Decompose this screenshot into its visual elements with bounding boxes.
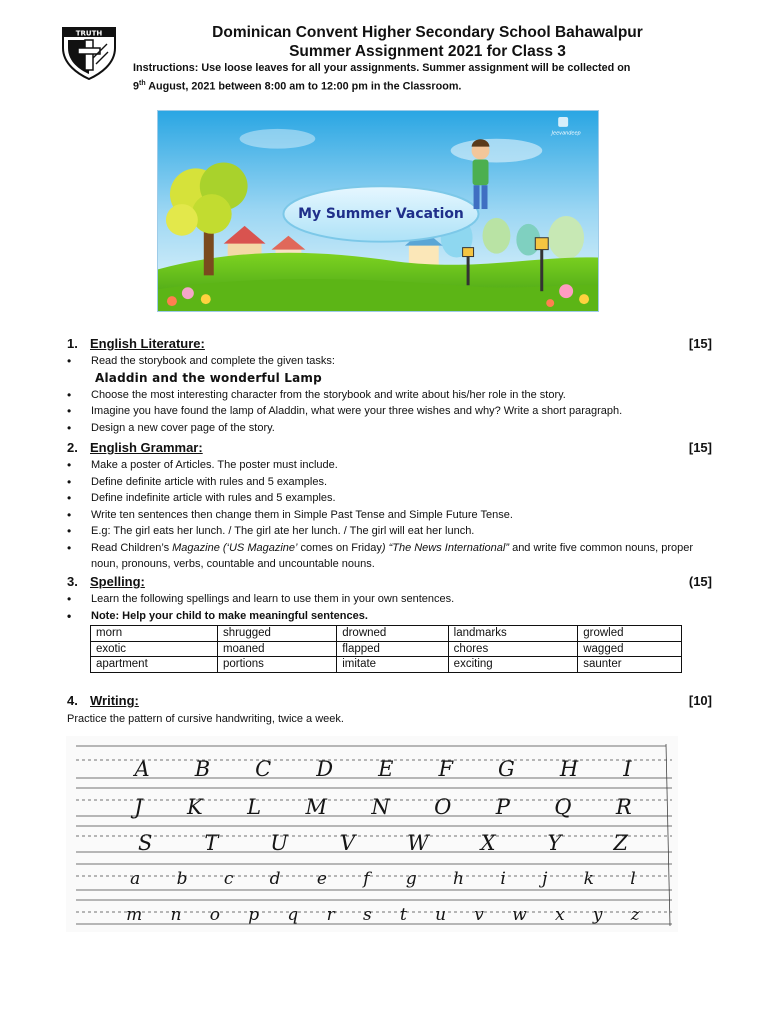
section-spelling — [67, 573, 712, 624]
assignment-title: Summer Assignment 2021 for Class 3 — [289, 43, 566, 60]
section-english-literature — [67, 335, 712, 436]
cursive-row-lowercase-2: m n o p q r s t u v w x y z — [126, 905, 640, 925]
banner-title: My Summer Vacation — [298, 205, 464, 222]
list-item: • Read Children’s Magazine (‘US Magazine’ comes on Friday) “The News International” and write five common nouns, proper noun, pronouns, verbs, countable and uncountable nouns. — [67, 540, 712, 573]
list-item: • E.g: The girl eats her lunch. / The girl ate her lunch. / The girl will eat her lunch. — [67, 523, 712, 540]
list-item: • Learn the following spellings and learn to use them in your own sentences. — [67, 591, 712, 608]
section-marks: [15] — [688, 440, 712, 455]
spelling-table — [90, 625, 682, 673]
section-marks: [10] — [688, 693, 712, 708]
table-row — [91, 657, 682, 673]
table-cell: saunter — [578, 657, 682, 673]
list-item: • Write ten sentences then change them in Simple Past Tense and Simple Future Tense. — [67, 507, 712, 524]
section-heading: 2. English Grammar: [15] — [67, 440, 712, 455]
table-cell: landmarks — [448, 626, 578, 642]
list-item: • Read the storybook and complete the given tasks: — [67, 353, 712, 370]
table-row — [91, 641, 682, 657]
banner-brand: Jeevandeep — [551, 130, 581, 137]
list-item: • Imagine you have found the lamp of Aladdin, what were your three wishes and why? Write a short paragraph. — [67, 403, 712, 420]
school-crest-logo — [60, 24, 118, 80]
summer-vacation-banner — [157, 110, 599, 312]
list-item: • Define indefinite article with rules and 5 examples. — [67, 490, 712, 507]
section-marks: [15] — [688, 336, 712, 351]
section-heading: 4. Writing: [10] — [67, 693, 712, 708]
list-item-note: • Note: Help your child to make meaningful sentences. — [67, 608, 712, 625]
cursive-row-uppercase-3: S T U V W X Y Z — [137, 831, 628, 855]
instructions: Instructions: Use loose leaves for all your assignments. Summer assignment will be collected on 9th August, 2021 between 8:00 am to 12:00 pm in the Classroom. — [133, 62, 631, 93]
table-cell: wagged — [578, 641, 682, 657]
list-item: • Design a new cover page of the story. — [67, 420, 712, 437]
section-heading: 1. English Literature: [15] — [67, 336, 712, 351]
cursive-row-uppercase-2: J K L M N O P Q R — [134, 795, 632, 819]
section-heading: 3. Spelling: (15] — [67, 574, 712, 589]
table-cell: growled — [578, 626, 682, 642]
crest-motto: TRUTH — [75, 29, 103, 38]
table-cell: portions — [217, 657, 336, 673]
table-cell: apartment — [91, 657, 218, 673]
cursive-handwriting-sheet — [66, 736, 678, 932]
cursive-row-lowercase-1: a b c d e f g h i j k l — [130, 869, 636, 889]
list-item: • Make a poster of Articles. The poster must include. — [67, 457, 712, 474]
table-cell: chores — [448, 641, 578, 657]
list-item: • Choose the most interesting character from the storybook and write about his/her role in the story. — [67, 387, 712, 404]
table-cell: moaned — [217, 641, 336, 657]
table-row — [91, 626, 682, 642]
section-marks: (15] — [688, 574, 712, 589]
section-writing — [67, 692, 712, 710]
table-cell: drowned — [337, 626, 448, 642]
table-cell: exciting — [448, 657, 578, 673]
cursive-row-uppercase-1: A B C D E F G H I — [134, 757, 632, 781]
table-cell: shrugged — [217, 626, 336, 642]
list-item: • Define definite article with rules and 5 examples. — [67, 474, 712, 491]
writing-instructions: Practice the pattern of cursive handwriting, twice a week. — [67, 713, 344, 725]
table-cell: morn — [91, 626, 218, 642]
story-title: Aladdin and the wonderful Lamp — [95, 370, 322, 385]
table-cell: imitate — [337, 657, 448, 673]
section-english-grammar — [67, 439, 712, 573]
school-name: Dominican Convent Higher Secondary School Bahawalpur — [212, 24, 643, 41]
table-cell: flapped — [337, 641, 448, 657]
table-cell: exotic — [91, 641, 218, 657]
